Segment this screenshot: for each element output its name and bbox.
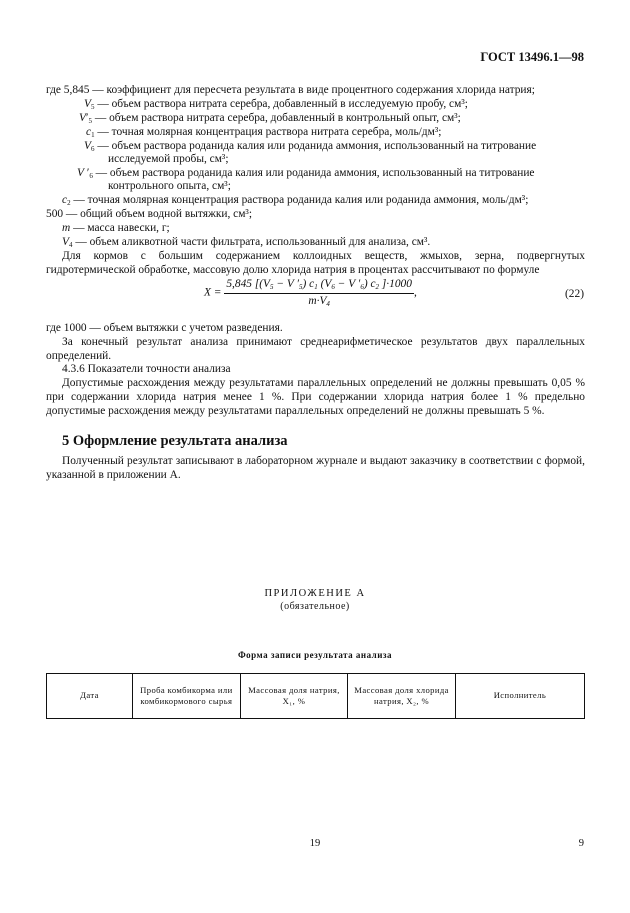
paragraph-accuracy: Допустимые расхождения между результатами параллельных определений не должны превышать 0,05 % при содержании хлорида натрия менее 1 %. При содержании хлорида натрия более 1 % предельно допустимые расхождения между результатами параллельных определений не должны превышать 5 %. <box>46 377 585 417</box>
page-number-right: 9 <box>578 838 584 849</box>
definition-v6-cont: исследуемой пробы, см³; <box>108 153 229 165</box>
paragraph-record: Полученный результат записывают в лабораторном журнале и выдают заказчику в соответствии с формой, указанной в приложении А. <box>46 455 585 481</box>
table-header-cell: Массовая доля натрия, X₁, % <box>240 674 348 719</box>
table-header-cell: Исполнитель <box>455 674 584 719</box>
definition-v6-prime: V $'_6$ — объем раствора роданида калия или роданида аммония, использованный на титрование <box>77 167 535 180</box>
definition-500: 500 — общий объем водной вытяжки, см³; <box>46 208 253 220</box>
definition-v5: $V_5$ — объем раствора нитрата серебра, добавленный в исследуемую пробу, см³; <box>84 98 468 111</box>
table-header-row <box>47 674 585 719</box>
definition-v4: $V_4$ — объем аликвотной части фильтрата, использованный для анализа, см³. <box>62 236 431 249</box>
formula-number: (22) <box>565 288 584 300</box>
definition-v6-prime-cont: контрольного опыта, см³; <box>108 180 231 192</box>
table-header-cell: Дата <box>47 674 133 719</box>
paragraph-colloid: Для кормов с большим содержанием коллоидных веществ, жмыхов, зерна, подвергнутых гидротермической обработке, массовую долю хлорида натрия в процентах рассчитывают по формуле <box>46 250 585 276</box>
subsection-4-3-6: 4.3.6 Показатели точности анализа <box>62 363 231 375</box>
definition-c2: $c_2$ — точная молярная концентрация раствора роданида калия или роданида аммония, моль/дм³; <box>62 194 529 207</box>
appendix-title: ПРИЛОЖЕНИЕ А <box>264 588 366 599</box>
definition-coefficient: где 5,845 — коэффициент для пересчета результата в виде процентного содержания хлорида натрия; <box>46 84 535 96</box>
form-title: Форма записи результата анализа <box>237 650 393 660</box>
appendix-subtitle: (обязательное) <box>280 601 350 612</box>
table-header-cell: Проба комбикорма или комбикормового сырья <box>133 674 241 719</box>
definition-v5-prime: $V'_5$ — объем раствора нитрата серебра, добавленный в контрольный опыт, см³; <box>79 112 461 125</box>
definition-v6: $V_6$ — объем раствора роданида калия или роданида аммония, использованный на титрование <box>84 140 537 153</box>
table-header-cell: Массовая доля хлорида натрия, X₂, % <box>348 674 456 719</box>
document-header: ГОСТ 13496.1—98 <box>480 50 584 64</box>
result-form-table <box>46 673 585 719</box>
definition-c1: $c_1$ — точная молярная концентрация раствора нитрата серебра, моль/дм³; <box>86 126 442 139</box>
section-5-heading: 5 Оформление результата анализа <box>62 433 288 449</box>
page-number-center: 19 <box>309 838 321 849</box>
definition-1000: где 1000 — объем вытяжки с учетом разведения. <box>46 322 283 334</box>
definition-m: m — масса навески, г; <box>62 222 170 234</box>
paragraph-final-result: За конечный результат анализа принимают среднеарифметическое результатов двух параллельных определений. <box>46 336 585 362</box>
formula-22: X = $\frac{5,845 [(V_5 - V '_5) c_1 (V_6 - V '_6) c_2 ]\cdot 1000}{m\cdot V_4}$ , <box>204 278 417 308</box>
